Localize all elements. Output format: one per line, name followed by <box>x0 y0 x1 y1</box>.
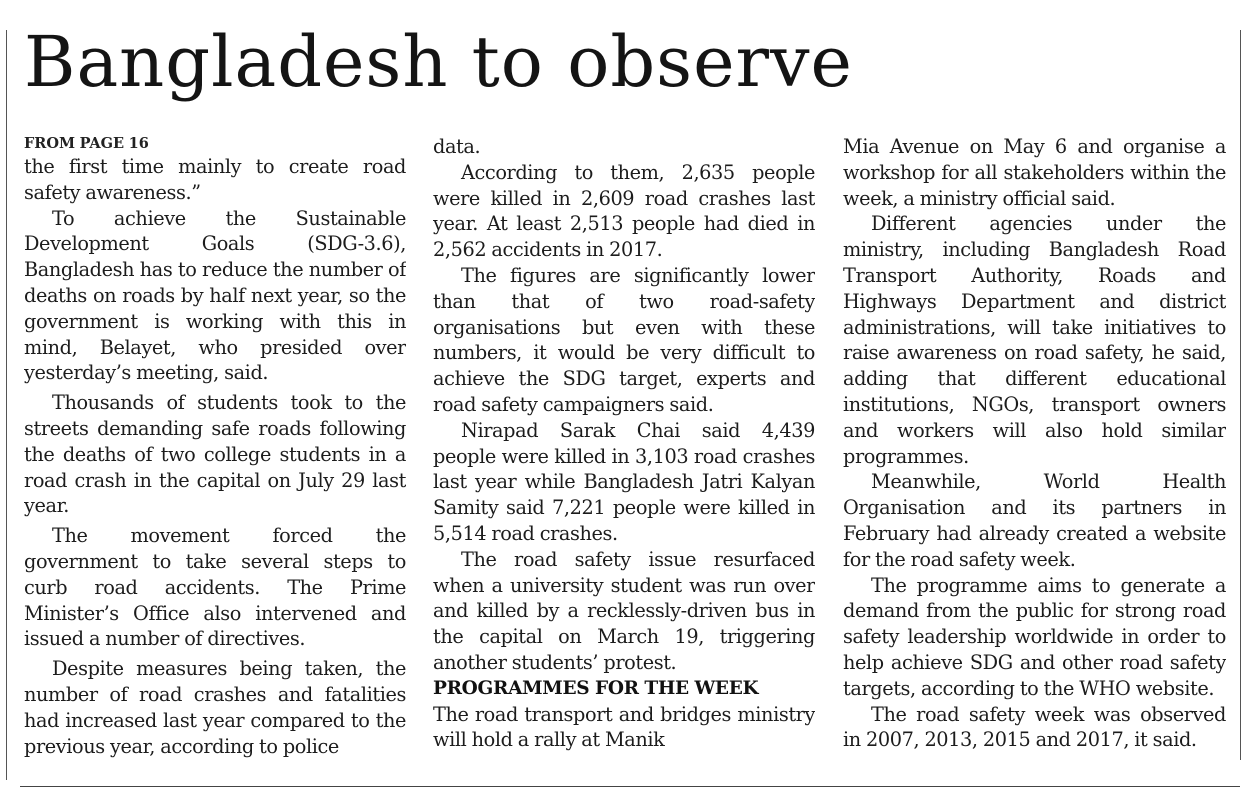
paragraph: data. <box>433 135 481 158</box>
paragraph: Mia Avenue on May 6 and organise a workshop for all stakeholders within the week, a ministry official said. <box>843 135 1226 210</box>
headline: Bangladesh to observe <box>24 21 853 103</box>
paragraph: Despite measures being taken, the number of road crashes and fatalities had increased last year compared to the previous year, according to police <box>24 657 406 758</box>
paragraph: The road safety issue resurfaced when a university student was run over and killed by a recklessly-driven bus in the capital on March 19, triggering another students’ protest. <box>433 547 815 674</box>
paragraph: Different agencies under the ministry, including Bangladesh Road Transport Authority, Roads and Highways Department and district administrations, will take initiatives to raise awareness on road safety, he said, adding that different educational institutions, NGOs, transport owners and workers will also hold similar programmes. <box>843 212 1226 468</box>
section-subhead: PROGRAMMES FOR THE WEEK <box>433 677 759 699</box>
bottom-border-rule <box>20 786 1240 787</box>
article-column-1 <box>24 134 406 764</box>
paragraph: the first time mainly to create road safety awareness.” <box>24 155 406 204</box>
paragraph: The figures are significantly lower than that of two road-safety organisations but even with these numbers, it would be very difficult to achieve the SDG target, experts and road safety campaigners said. <box>433 263 815 416</box>
paragraph: The road safety week was observed in 2007, 2013, 2015 and 2017, it said. <box>843 702 1226 752</box>
paragraph: The road transport and bridges ministry will hold a rally at Manik <box>433 702 815 752</box>
left-border-rule <box>6 30 7 780</box>
paragraph: Meanwhile, World Health Organisation and its partners in February had already created a website for the road safety week. <box>843 470 1226 571</box>
paragraph: The programme aims to generate a demand from the public for strong road safety leadership worldwide in order to help achieve SDG and other road safety targets, according to the WHO website. <box>843 573 1226 700</box>
article-column-2 <box>433 134 815 764</box>
paragraph: According to them, 2,635 people were killed in 2,609 road crashes last year. At least 2,513 people had died in 2,562 accidents in 2017. <box>433 160 815 262</box>
right-border-rule <box>1240 30 1241 760</box>
article-column-3 <box>843 134 1226 764</box>
paragraph: Nirapad Sarak Chai said 4,439 people were killed in 3,103 road crashes last year while Bangladesh Jatri Kalyan Samity said 7,221 people were killed in 5,514 road crashes. <box>433 418 815 545</box>
continued-from-kicker: FROM PAGE 16 <box>24 135 149 152</box>
paragraph: To achieve the Sustainable Development Goals (SDG-3.6), Bangladesh has to reduce the number of deaths on roads by half next year, so the government is working with this in mind, Belayet, who presided over yesterday’s meeting, said. <box>24 206 406 385</box>
paragraph: The movement forced the government to take several steps to curb road accidents. The Prime Minister’s Office also intervened and issued a number of directives. <box>24 524 406 651</box>
paragraph: Thousands of students took to the streets demanding safe roads following the deaths of two college students in a road crash in the capital on July 29 last year. <box>24 391 406 518</box>
